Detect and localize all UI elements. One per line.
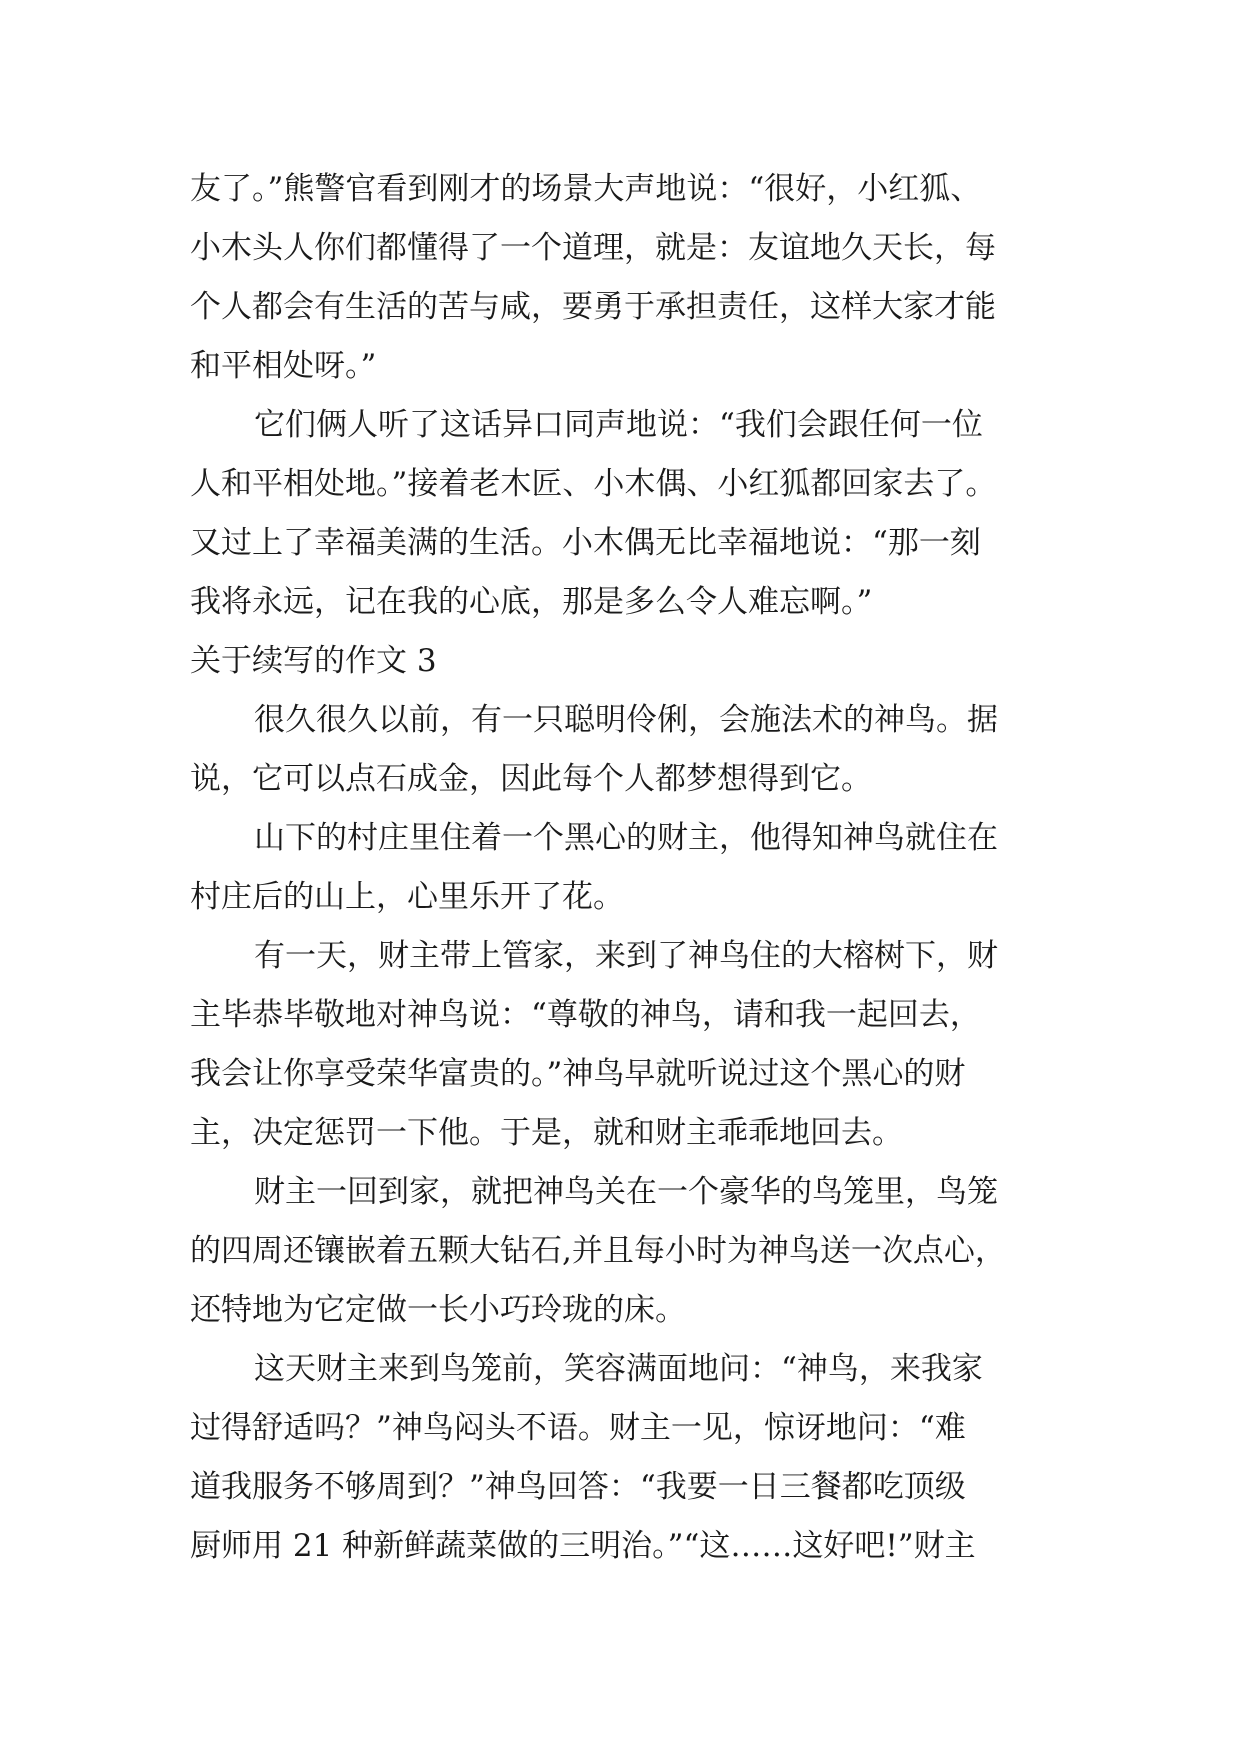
text-line: 人和平相处地。”接着老木匠、小木偶、小红狐都回家去了。 xyxy=(190,466,997,502)
text-line: 的四周还镶嵌着五颗大钻石,并且每小时为神鸟送一次点心， xyxy=(190,1233,1006,1269)
text-line: 过得舒适吗？”神鸟闷头不语。财主一见，惊讶地问：“难 xyxy=(190,1410,966,1446)
text-line: 个人都会有生活的苦与咸，要勇于承担责任，这样大家才能 xyxy=(190,289,996,325)
text-line: 它们俩人听了这话异口同声地说：“我们会跟任何一位 xyxy=(254,407,983,443)
text-line: 小木头人你们都懂得了一个道理，就是：友谊地久天长，每 xyxy=(190,230,996,266)
text-line: 这天财主来到鸟笼前，笑容满面地问：“神鸟，来我家 xyxy=(254,1351,983,1387)
text-line: 我将永远，记在我的心底，那是多么令人难忘啊。” xyxy=(190,584,873,620)
document-body xyxy=(190,160,1070,1576)
text-line: 又过上了幸福美满的生活。小木偶无比幸福地说：“那一刻 xyxy=(190,525,981,561)
text-line: 说，它可以点石成金，因此每个人都梦想得到它。 xyxy=(190,761,872,797)
text-line: 主毕恭毕敬地对神鸟说：“尊敬的神鸟，请和我一起回去， xyxy=(190,997,981,1033)
text-line: 山下的村庄里住着一个黑心的财主，他得知神鸟就住在 xyxy=(254,820,998,856)
text-line: 主，决定惩罚一下他。于是，就和财主乖乖地回去。 xyxy=(190,1115,903,1151)
text-line: 有一天，财主带上管家，来到了神鸟住的大榕树下，财 xyxy=(254,938,998,974)
text-line: 和平相处呀。” xyxy=(190,348,377,384)
text-line: 道我服务不够周到？”神鸟回答：“我要一日三餐都吃顶级 xyxy=(190,1469,966,1505)
text-line: 我会让你享受荣华富贵的。”神鸟早就听说过这个黑心的财 xyxy=(190,1056,966,1092)
text-line: 还特地为它定做一长小巧玲珑的床。 xyxy=(190,1292,686,1328)
text-line: 财主一回到家，就把神鸟关在一个豪华的鸟笼里，鸟笼 xyxy=(254,1174,998,1210)
text-line: 村庄后的山上，心里乐开了花。 xyxy=(190,879,624,915)
text-line: 厨师用 21 种新鲜蔬菜做的三明治。”“这……这好吧!”财主 xyxy=(190,1528,976,1564)
section-heading: 关于续写的作文 3 xyxy=(190,643,437,679)
text-line: 很久很久以前，有一只聪明伶俐，会施法术的神鸟。据 xyxy=(254,702,998,738)
text-line: 友了。”熊警官看到刚才的场景大声地说：“很好，小红狐、 xyxy=(190,171,982,207)
